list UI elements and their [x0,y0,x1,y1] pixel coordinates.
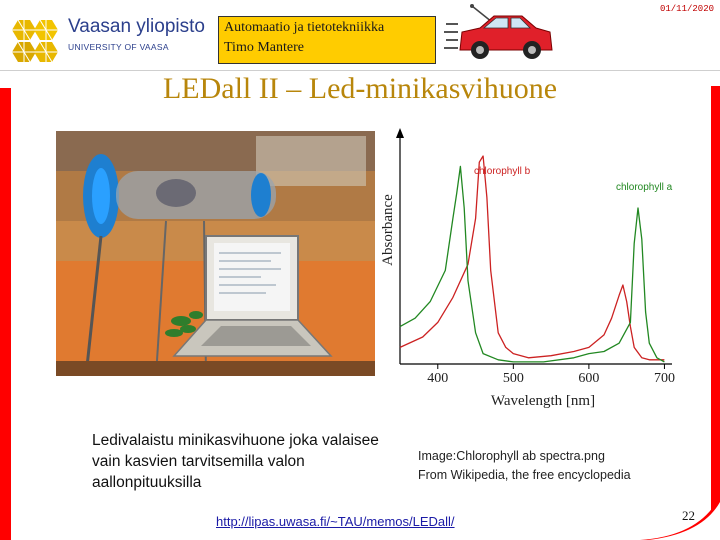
header-department: Automaatio ja tietotekniikka [224,20,385,35]
x-tick-label: 600 [578,371,600,386]
photo-caption: Ledivalaistu minikasvihuone joka valaisee vain kasvien tarvitsemilla valon aallonpituuksilla [92,432,379,491]
x-axis-label: Wavelength [nm] [490,393,596,409]
logo-name: Vaasan yliopisto [68,16,205,37]
image-credit [418,447,698,485]
x-tick-label: 500 [502,371,524,386]
page-number: 22 [682,508,695,523]
y-axis [396,128,404,364]
legend-chlorophyll-a: chlorophyll a [616,182,673,193]
university-emblem-icon [10,14,68,66]
x-tick-label: 400 [427,371,449,386]
greenhouse-photo [56,131,375,376]
race-car-icon [444,2,556,64]
right-accent-bar [711,86,720,540]
x-axis-ticks [427,364,675,386]
corner-decoration [640,496,720,540]
left-accent-bar [0,88,11,540]
legend-chlorophyll-b: chlorophyll b [474,166,531,177]
chlorophyll-absorbance-chart [380,128,680,410]
y-axis-label: Absorbance [380,194,396,266]
image-credit-source: From Wikipedia, the free encyclopedia [418,468,631,482]
project-link[interactable]: http://lipas.uwasa.fi/~TAU/memos/LEDall/ [216,514,455,529]
header-divider [0,70,720,71]
image-credit-filename: Image:Chlorophyll ab spectra.png [418,449,605,463]
logo-subtitle: UNIVERSITY OF VAASA [68,42,169,52]
slide-date: 01/11/2020 [659,4,714,14]
header-author: Timo Mantere [224,40,304,55]
slide-title: LEDall II – Led-minikasvihuone [162,72,558,105]
x-tick-label: 700 [653,371,675,386]
series-line-chlorophyll-a [400,166,664,362]
